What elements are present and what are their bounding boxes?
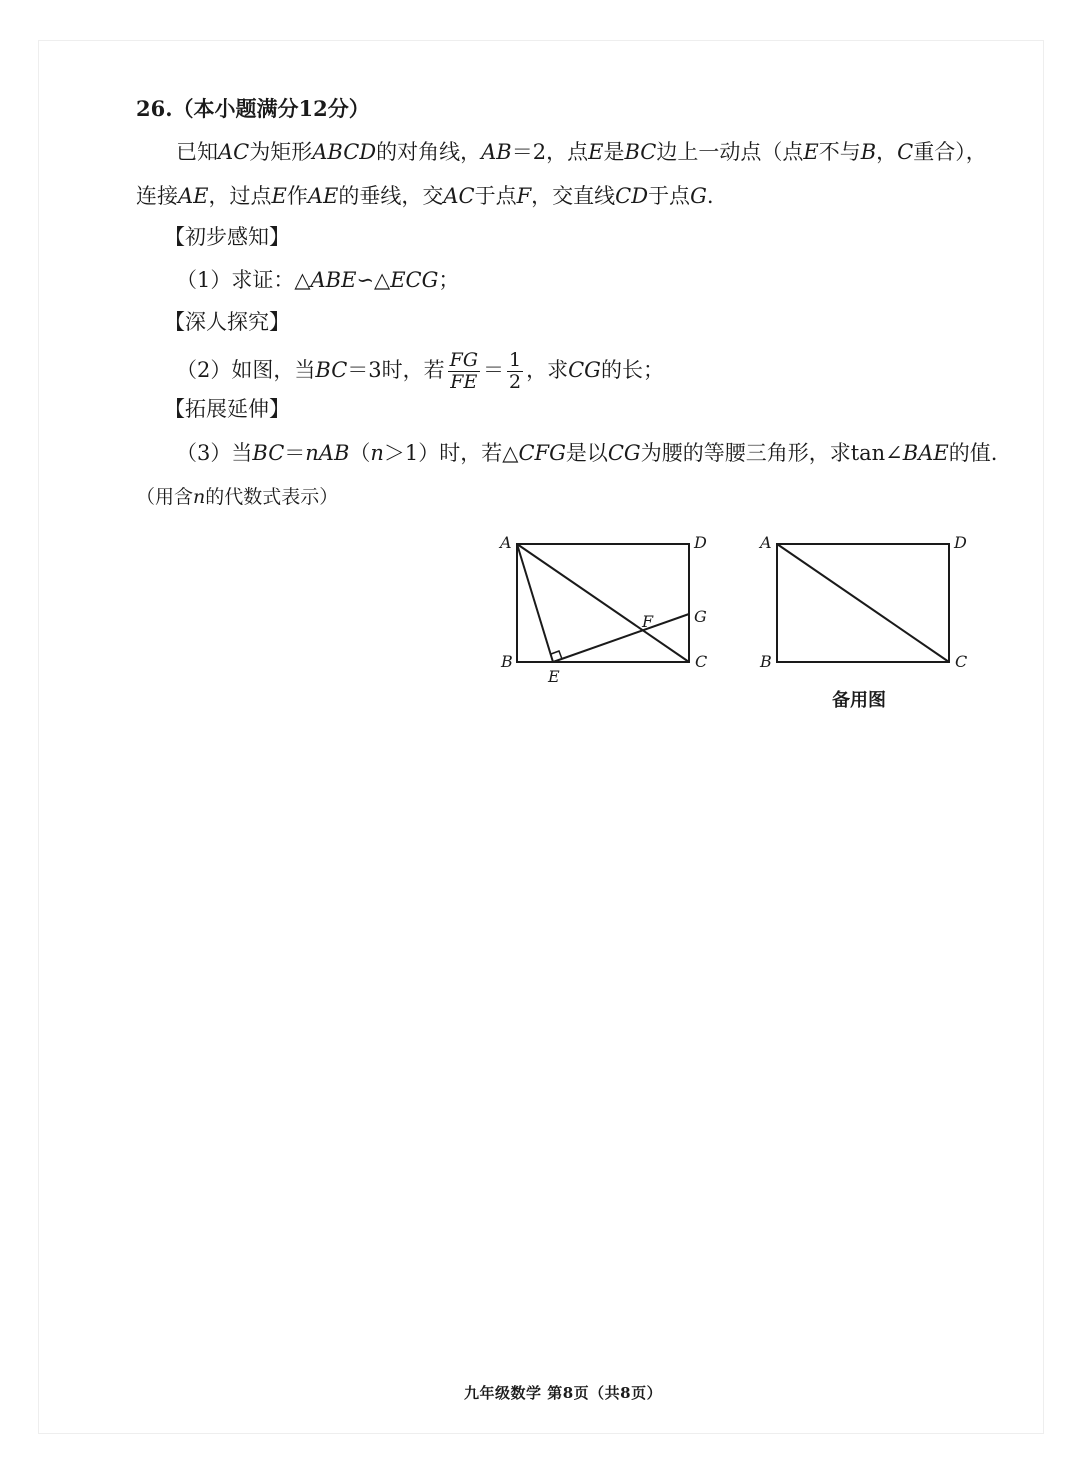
segment-ae [517, 544, 553, 662]
problem-stem-line1: 已知AC为矩形ABCD的对角线，AB＝2，点E是BC边上一动点（点E不与B，C重合）， [176, 140, 987, 164]
fraction-fg-fe: $\frac{FG}{FE}$ [449, 349, 479, 393]
section-heading-2: 【深人探究】 [164, 310, 290, 334]
main-geometry-figure [490, 525, 730, 690]
label-d: D [694, 533, 707, 552]
backup-label-a: A [760, 533, 772, 552]
question-2: （2）如图，当BC＝3时，若 $\frac{FG}{FE}$ ＝ $\frac{1}{2}$ ，求CG的长； [176, 349, 664, 393]
problem-stem-line2: 连接AE，过点E作AE的垂线，交AC于点F，交直线CD于点G. [136, 184, 714, 208]
section-heading-3: 【拓展延伸】 [164, 397, 290, 421]
label-b: B [501, 652, 513, 671]
question-3: （3）当BC＝nAB（n＞1）时，若△CFG是以CG为腰的等腰三角形，求tan∠BAE的值. [176, 441, 998, 465]
fraction-one-half: $\frac{1}{2}$ [509, 349, 522, 393]
label-a: A [500, 533, 512, 552]
backup-label-c: C [955, 652, 968, 671]
section-heading-1: 【初步感知】 [164, 225, 290, 249]
problem-header: 26.（本小题满分12分） [136, 96, 370, 121]
backup-geometry-figure [752, 525, 982, 685]
question-3-note: （用含n的代数式表示） [136, 486, 339, 508]
backup-diagonal-ac [777, 544, 949, 662]
label-e: E [548, 667, 560, 686]
backup-label-d: D [954, 533, 967, 552]
label-g: G [694, 607, 707, 626]
segment-eg [553, 614, 689, 662]
label-f: F [642, 612, 654, 631]
label-c: C [695, 652, 708, 671]
page-footer: 九年级数学 第8页（共8页） [464, 1384, 663, 1402]
backup-label-b: B [760, 652, 772, 671]
backup-figure-caption: 备用图 [832, 690, 886, 711]
question-1: （1）求证：△ABE∽△ECG； [176, 268, 460, 292]
